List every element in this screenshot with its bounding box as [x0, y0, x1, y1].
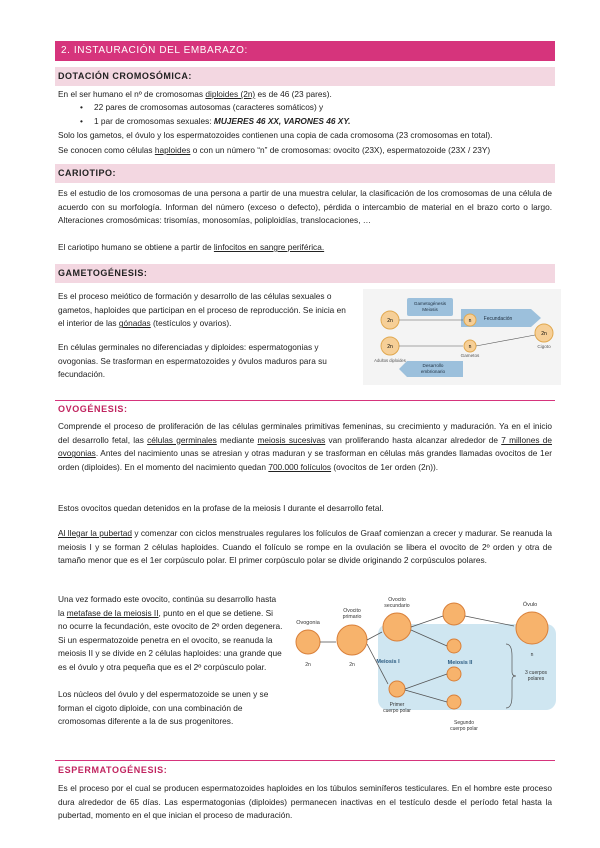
- cell-icon: [447, 667, 461, 681]
- ovogonia-cell: [296, 630, 320, 654]
- ovogenesis-p3: Al llegar la pubertad y comenzar con ciclos menstruales regulares los folículos de Graaf comienzan a crecer y madurar. Se reanuda la meiosis I y se forman 2 células haploides. Cuando el folículo se rompe en la ovulación se libera el ovocito de 2º orden y otra de tamaño menor que es el 1er corpúsculo polar. El primer corpúsculo polar se divide originando 2 corpúsculos polares.: [58, 528, 552, 566]
- ovogenesis-p1: Comprende el proceso de proliferación de las células germinales primitivas femeninas, su crecimiento y maduración. Ya en el inicio del desarrollo fetal, las células germinales mediante meiosis sucesivas van proliferando hasta alcanzar alrededor de 7 millones de ovogonias. Antes del nacimiento unas se atresian y otras maduran y se trasforman en células más grandes llamadas ovocitos de 1er orden (diploides). En el momento del nacimiento quedan 700.000 folículos (ovocitos de 1er orden (2n)).: [58, 421, 552, 472]
- section-divider: [55, 760, 555, 761]
- adultos-label: Adultos diploides: [374, 358, 406, 363]
- cariotipo-p1: Es el estudio de los cromosomas de una persona a partir de una muestra celular, la clasificación de los cromosomas de una célula de acuerdo con su morfología. Informan del número (exceso o defecto), pérdida o intercambio de material en el brazo corto o largo. Alteraciones cromosómicas: trisomías, monosomías, poliploidías, translocaciones, …: [58, 188, 552, 226]
- ovocito-secundario-label: secundario: [384, 603, 410, 609]
- ovogonia-label: Ovogonia: [296, 620, 320, 626]
- ploidy-label: 2n: [387, 318, 393, 324]
- ploidy-label: n: [468, 318, 472, 324]
- section-divider: [55, 400, 555, 401]
- meiosis2-label: Meiosis II: [447, 660, 473, 666]
- ovocito-primario-label: Ovocito: [343, 608, 361, 614]
- box-label: Gametogénesis: [413, 301, 447, 306]
- cariotipo-banner: [55, 164, 555, 183]
- ovocito-primario-cell: [337, 625, 367, 655]
- tres-cuerpos-label: 3 cuerpos: [525, 670, 547, 676]
- meiosis1-label: Meiosis I: [376, 659, 400, 665]
- list-item: • 1 par de cromosomas sexuales: MUJERES 46 XX, VARONES 46 XY.: [58, 115, 350, 129]
- dotacion-list: [58, 101, 350, 128]
- ploidy-label: 2n: [541, 331, 547, 337]
- ovocito-primario-label: primario: [342, 614, 362, 620]
- dotacion-line4: Se conocen como células haploides o con un número “n” de cromosomas: ovocito (23X), espermatozoide (23X / 23Y): [58, 145, 491, 155]
- box-label: Desarrollo: [422, 363, 444, 368]
- gametogenesis-banner: [55, 264, 555, 283]
- list-item: • 22 pares de cromosomas autosomas (caracteres somáticos) y: [58, 101, 350, 115]
- ovogenesis-title: OVOGÉNESIS:: [58, 404, 128, 414]
- espermatogenesis-p1: Es el proceso por el cual se producen espermatozoides haploides en los túbulos seminíferos testiculares. En el hombre este proceso dura alrededor de 65 días. Las espermatogonias (diploides) permanecen inactivas en el testículo desde el período fetal hasta la pubertad, momento en el que inician el proceso de maduración.: [58, 783, 552, 821]
- tres-cuerpos-label: polares: [527, 676, 545, 682]
- ovogenesis-p4: Una vez formado este ovocito, continúa su desarrollo hasta la metafase de la meiosis II, punto en el que se detiene. Si no ocurre la fecundación, este ovocito de 2º orden degenera. Si un espermatozoide penetra en el ovocito, se reanuda la meiosis II y se divide en 2 células haploides: una grande que es el óvulo y otra pequeña que es el 2º corpúsculo polar.: [58, 594, 283, 672]
- section-title: 2. INSTAURACIÓN DEL EMBARAZO:: [61, 45, 248, 56]
- primer-cuerpo-label: cuerpo polar: [383, 708, 411, 714]
- cell-icon: [447, 695, 461, 709]
- cariotipo-p2: El cariotipo humano se obtiene a partir de linfocitos en sangre periférica.: [58, 242, 325, 252]
- ovulo-label: Óvulo: [522, 602, 538, 608]
- cell-icon: [443, 603, 465, 625]
- gametogenesis-title: GAMETOGÉNESIS:: [58, 268, 148, 278]
- dotacion-title: DOTACIÓN CROMOSÓMICA:: [58, 71, 192, 81]
- box-label: Meiosis: [422, 307, 438, 312]
- segundo-cuerpo-label: cuerpo polar: [450, 726, 478, 732]
- ovogenesis-p2: Estos ovocitos quedan detenidos en la profase de la meiosis I durante el desarrollo fetal.: [58, 503, 384, 513]
- ovogenesis-p5: Los núcleos del óvulo y del espermatozoide se unen y se forman el cigoto diploide, con una combinación de cromosomas diferente a la de sus progenitores.: [58, 689, 269, 727]
- ovogenesis-diagram: [292, 594, 558, 744]
- cigoto-label: Cigoto: [537, 344, 551, 349]
- ploidy-label: n: [468, 344, 472, 350]
- box-label: embrionario: [420, 369, 446, 374]
- ploidy-label: n: [530, 652, 534, 658]
- dotacion-intro: En el ser humano el nº de cromosomas diploides (2n) es de 46 (23 pares).: [58, 89, 332, 99]
- ploidy-label: 2n: [349, 662, 355, 668]
- gametos-label: Gametos: [460, 353, 480, 358]
- primer-cuerpo-label: Primer: [389, 702, 405, 708]
- cariotipo-title: CARIOTIPO:: [58, 168, 116, 178]
- gametogenesis-p1: Es el proceso meiótico de formación y desarrollo de las células sexuales o gametos, haploides que participan en el proceso de reproducción. Se inicia en el interior de las gónadas (testículos y ovarios).: [58, 291, 346, 329]
- ovocito-secundario-label: Ovocito: [388, 597, 406, 603]
- ovocito-secundario-cell: [383, 613, 411, 641]
- gametogenesis-p2: En células germinales no diferenciadas y diploides: espermatogonias y ovogonias. Se trasforman en espermatozoides y óvulos maduros para su fecundación.: [58, 342, 327, 380]
- cell-icon: [447, 639, 461, 653]
- gametogenesis-diagram: [363, 289, 561, 385]
- ploidy-label: 2n: [305, 662, 311, 668]
- primer-cuerpo-cell: [389, 681, 405, 697]
- box-label: Fecundación: [483, 316, 513, 322]
- section-banner: [55, 41, 555, 61]
- segundo-cuerpo-label: Segundo: [453, 720, 475, 726]
- espermatogenesis-title: ESPERMATOGÉNESIS:: [58, 765, 168, 775]
- dotacion-banner: [55, 67, 555, 86]
- dotacion-line3: Solo los gametos, el óvulo y los espermatozoides contienen una copia de cada cromosoma (23 cromosomas en total).: [58, 130, 493, 140]
- ovulo-cell: [516, 612, 548, 644]
- ploidy-label: 2n: [387, 344, 393, 350]
